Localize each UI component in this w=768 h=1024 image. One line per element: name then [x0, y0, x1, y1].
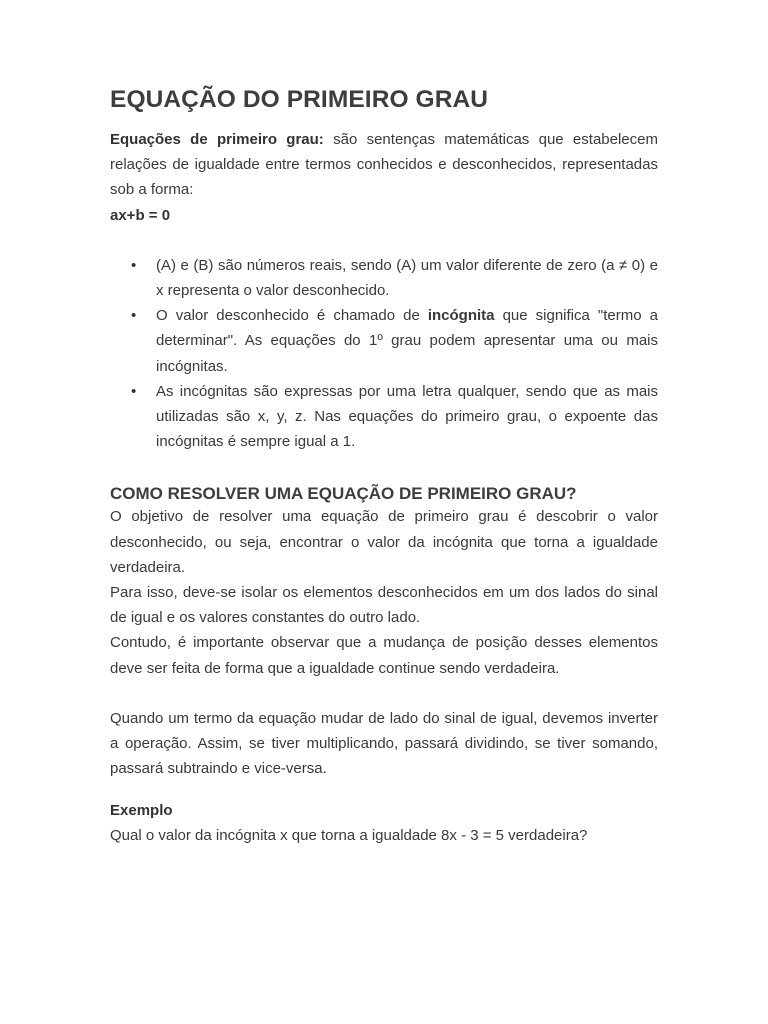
- section-paragraph-1: O objetivo de resolver uma equação de primeiro grau é descobrir o valor desconhecido, ou seja, encontrar o valor da incógnita que torna a igualdade verdadeira.: [110, 508, 658, 576]
- section-paragraph-2: Para isso, deve-se isolar os elementos desconhecidos em um dos lados do sinal de igual e os valores constantes do outro lado.: [110, 584, 658, 627]
- bullet-icon: •: [131, 307, 137, 325]
- section-paragraph-4: Quando um termo da equação mudar de lado do sinal de igual, devemos inverter a operação. Assim, se tiver multiplicando, passará dividindo, se tiver somando, passará subtraindo e vice-versa.: [110, 709, 658, 778]
- example-heading: Exemplo: [110, 802, 173, 820]
- list-item: [110, 253, 658, 303]
- intro-text: são sentenças matemáticas que estabelecem relações de igualdade entre termos conhecidos e desconhecidos, representadas sob a forma:: [110, 131, 658, 199]
- bullet-list: [110, 253, 658, 455]
- incognita-term: incógnita: [427, 307, 495, 325]
- example-question: Qual o valor da incógnita x que torna a igualdade 8x - 3 = 5 verdadeira?: [110, 827, 588, 845]
- list-item-text-after: que significa "termo a determinar". As equações do 1º grau podem apresentar uma ou mais incógnitas.: [156, 307, 658, 375]
- section-heading: COMO RESOLVER UMA EQUAÇÃO DE PRIMEIRO GRAU?: [110, 484, 577, 504]
- bullet-icon: •: [131, 256, 137, 274]
- page-title: EQUAÇÃO DO PRIMEIRO GRAU: [110, 86, 489, 113]
- document-page: [110, 84, 658, 849]
- bullet-icon: •: [131, 382, 137, 400]
- section-paragraph-3: Contudo, é importante observar que a mudança de posição desses elementos deve ser feita de forma que a igualdade continue sendo verdadeira.: [110, 634, 658, 677]
- list-item-text: (A) e (B) são números reais, sendo (A) um valor diferente de zero (a ≠ 0) e x representa o valor desconhecido.: [156, 256, 658, 300]
- list-item-text: As incógnitas são expressas por uma letra qualquer, sendo que as mais utilizadas são x, y, z. Nas equações do primeiro grau, o expoente das incógnitas é sempre igual a 1.: [156, 382, 658, 451]
- general-formula: ax+b = 0: [110, 206, 171, 224]
- intro-paragraph: [110, 127, 658, 228]
- list-item: [110, 303, 658, 379]
- intro-term: Equações de primeiro grau:: [110, 131, 324, 148]
- list-item-text-before: O valor desconhecido é chamado de: [156, 307, 428, 325]
- list-item: [110, 379, 658, 455]
